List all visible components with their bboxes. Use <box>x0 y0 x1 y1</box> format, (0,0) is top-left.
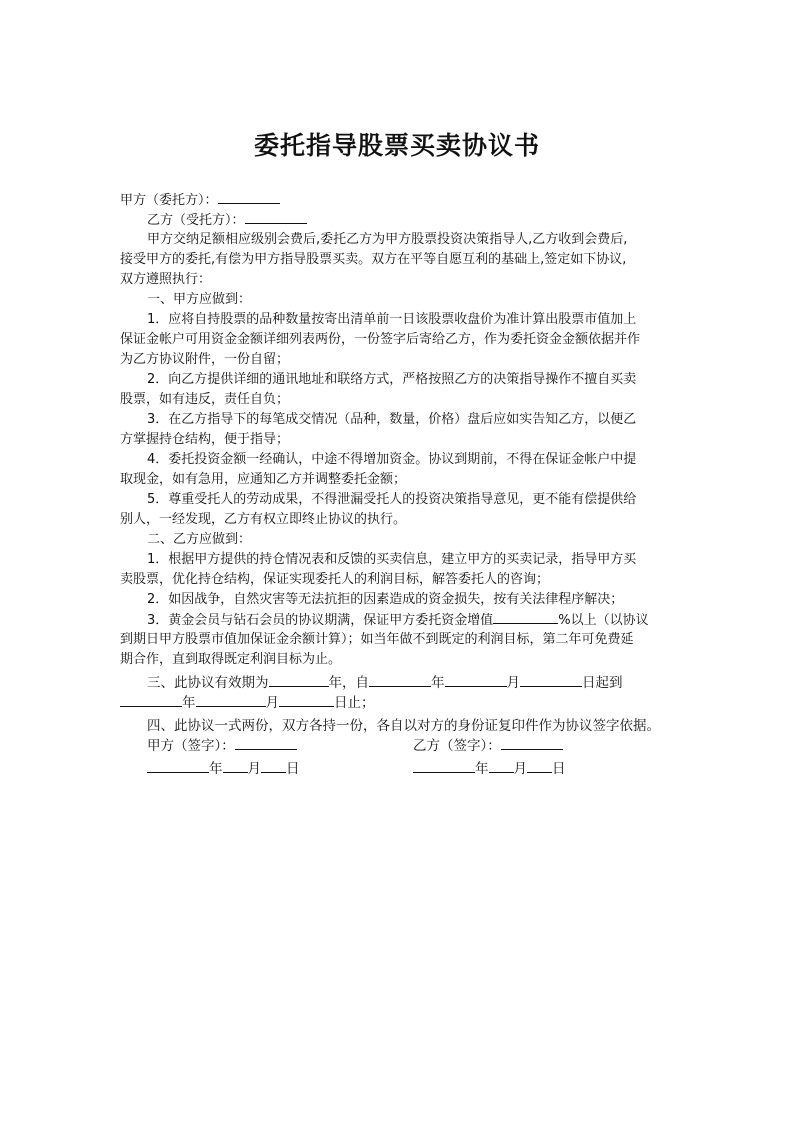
clause-line: 别人，一经发现，乙方有权立即终止协议的执行。 <box>120 512 407 527</box>
clause-line: 卖股票，优化持仓结构，保证实现委托人的利润目标，解答委托人的咨询； <box>120 572 550 587</box>
date-text: 日 <box>286 761 300 777</box>
clause-text: 年 <box>431 675 445 691</box>
blank-field <box>223 759 248 773</box>
blank-field <box>147 759 209 773</box>
blank-field <box>269 673 329 687</box>
blank-field <box>527 759 552 773</box>
clause-text: 日起到 <box>582 675 623 691</box>
signature-row <box>120 736 680 756</box>
clause-text: 三、此协议有效期为 <box>147 675 269 691</box>
clause-line: 方掌握持仓结构，便于指导； <box>120 432 290 447</box>
clause-line: 3．在乙方指导下的每笔成交情况（品种，数量，价格）盘后应如实告知乙方，以便乙 <box>147 412 637 427</box>
signature-b <box>413 736 563 756</box>
clause-line: 2．向乙方提供详细的通讯地址和联络方式，严格按照乙方的决策指导操作不擅自买卖 <box>147 372 637 387</box>
clause-text: 3．黄金会员与钻石会员的协议期满，保证甲方委托资金增值 <box>147 613 494 628</box>
clause-text: 年，自 <box>328 675 369 691</box>
signature-b-label: 乙方（签字）： <box>413 738 501 754</box>
blank-field <box>501 736 563 750</box>
clause-line: 到期日甲方股票市值加保证金余额计算）；如当年做不到既定的利润目标，第二年可免费延 <box>120 632 634 647</box>
clause-line: 1．应将自持股票的品种数量按寄出清单前一日该股票收盘价为准计算出股票市值加上 <box>147 312 637 327</box>
clause-line: 4．委托投资金额一经确认，中途不得增加资金。协议到期前，不得在保证金帐户中提 <box>147 452 637 467</box>
blank-field <box>445 673 507 687</box>
clause-text: 月 <box>265 695 279 711</box>
date-text: 日 <box>552 761 566 777</box>
clause-line: 5．尊重受托人的劳动成果，不得泄漏受托人的投资决策指导意见，更不能有偿提供给 <box>147 492 637 507</box>
clause-text: 月 <box>506 675 520 691</box>
section-heading: 二、乙方应做到： <box>147 532 252 547</box>
blank-field <box>245 210 307 224</box>
party-b-line <box>120 210 680 230</box>
clause-line: 保证金帐户可用资金金额详细列表两份，一份签字后寄给乙方，作为委托资金金额依据并作 <box>120 332 641 347</box>
date-row <box>120 759 680 779</box>
clause-line: 四、此协议一式两份，双方各持一份，各自以对方的身份证复印件作为协议签字依据。 <box>147 718 660 734</box>
section-heading: 一、甲方应做到： <box>147 292 252 307</box>
clause-text: %以上（以协议 <box>558 613 649 628</box>
blank-field <box>279 693 334 707</box>
date-text: 月 <box>513 761 527 777</box>
clause-line: 2．如因战争，自然灾害等无法抗拒的因素造成的资金损失，按有关法律程序解决； <box>147 592 624 607</box>
date-text: 月 <box>247 761 261 777</box>
term-line <box>120 693 680 713</box>
clause-line: 股票，如有违反，责任自负； <box>120 392 290 407</box>
signature-a-label: 甲方（签字）： <box>147 738 235 754</box>
blank-field <box>196 693 266 707</box>
blank-field <box>493 610 558 624</box>
intro-line: 双方遵照执行： <box>120 272 212 287</box>
intro-line: 甲方交纳足额相应级别会费后,委托乙方为甲方股票投资决策指导人,乙方收到会费后, <box>147 232 628 247</box>
document-title: 委托指导股票买卖协议书 <box>253 131 540 160</box>
term-line <box>120 673 680 693</box>
blank-field <box>120 693 182 707</box>
party-a-line <box>120 190 680 210</box>
date-text: 年 <box>209 761 223 777</box>
blank-field <box>520 673 582 687</box>
clause-line: 1．根据甲方提供的持仓情况表和反馈的买卖信息，建立甲方的买卖记录，指导甲方买 <box>147 552 637 567</box>
blank-field <box>235 736 297 750</box>
clause-line: 期合作，直到取得既定利润目标为止。 <box>120 652 342 667</box>
clause-line: 为乙方协议附件，一份自留； <box>120 352 290 367</box>
clause-text: 日止； <box>334 695 375 711</box>
date-text: 年 <box>475 761 489 777</box>
clause-line <box>120 610 680 630</box>
party-a-label: 甲方（委托方）： <box>120 193 218 208</box>
blank-field <box>218 190 280 204</box>
intro-line: 接受甲方的委托,有偿为甲方指导股票买卖。双方在平等自愿互利的基础上,签定如下协议, <box>120 252 627 267</box>
party-b-label: 乙方（受托方）： <box>147 213 245 228</box>
clause-text: 年 <box>182 695 196 711</box>
blank-field <box>261 759 286 773</box>
blank-field <box>413 759 475 773</box>
document-body <box>120 190 680 779</box>
blank-field <box>369 673 431 687</box>
clause-line: 取现金，如有急用，应通知乙方并调整委托金额； <box>120 472 407 487</box>
blank-field <box>489 759 514 773</box>
date-b <box>413 759 566 779</box>
